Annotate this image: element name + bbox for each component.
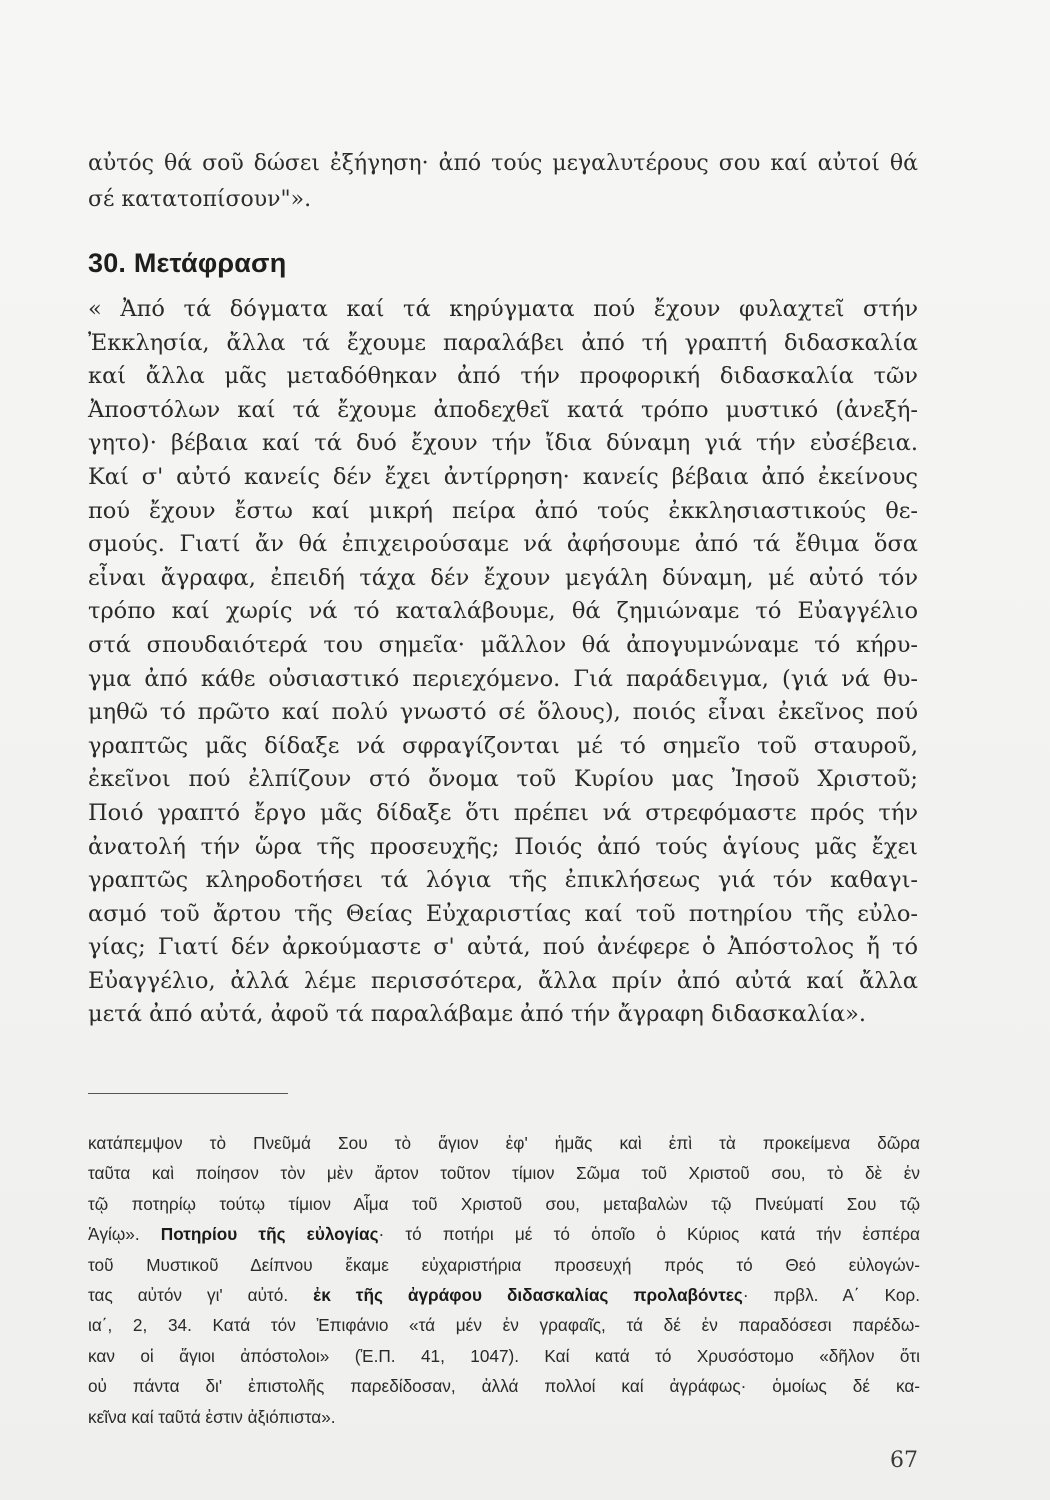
footnote-text: τῷ ποτηρίῳ τούτῳ τίμιον Αἷμα τοῦ Χριστοῦ σου, μεταβαλὼν τῷ Πνεύματί Σου τῷ [88, 1193, 920, 1214]
body-line: γητο)· βέβαια καί τά δυό ἔχουν τήν ἴδια δύναμη γιά τήν εὐσέβεια. [88, 430, 918, 457]
body-line: εἶναι ἄγραφα, ἐπειδή τάχα δέν ἔχουν μεγάλη δύναμη, μέ αὐτό τόν [88, 564, 918, 591]
body-line: Ἐκκλησία, ἄλλα τά ἔχουμε παραλάβει ἀπό τή γραπτή διδασκαλία [88, 329, 918, 356]
footnote-line [88, 1402, 920, 1432]
footnote-term: ἐκ τῆς ἀγράφου διδασκαλίας προλαβόντες [313, 1284, 743, 1305]
body-line: « Ἀπό τά δόγματα καί τά κηρύγματα πού ἔχουν φυλαχτεῖ στήν [88, 296, 918, 322]
footnote-line [88, 1250, 920, 1280]
body-line: γίας; Γιατί δέν ἀρκούμαστε σ' αὐτά, πού ἀνέφερε ὁ Ἀπόστολος ἤ τό [88, 934, 918, 961]
body-line: ἀνατολή τήν ὥρα τῆς προσευχῆς; Ποιός ἀπό τούς ἁγίους μᾶς ἔχει [88, 833, 918, 860]
body-line: γραπτῶς μᾶς δίδαξε νά σφραγίζονται μέ τό σημεῖο τοῦ σταυροῦ, [88, 732, 918, 759]
body-line: σμούς. Γιατί ἄν θά ἐπιχειρούσαμε νά ἀφήσουμε ἀπό τά ἔθιμα ὅσα [88, 531, 918, 558]
body-line: Ἀποστόλων καί τά ἔχουμε ἀποδεχθεῖ κατά τρόπο μυστικό (ἀνεξή- [88, 396, 918, 423]
body-line: μηθῶ τό πρῶτο καί πολύ γνωστό σέ ὅλους), ποιός εἶναι ἐκεῖνος πού [88, 699, 918, 726]
body-line: μετά ἀπό αὐτά, ἀφοῦ τά παραλάβαμε ἀπό τήν ἄγραφη διδασκαλία». [88, 1001, 866, 1028]
footnote-line [88, 1280, 920, 1310]
footnotes [88, 1128, 920, 1432]
body-line: γραπτῶς κληροδοτήσει τά λόγια τῆς ἐπικλήσεως γιά τόν καθαγι- [88, 867, 918, 894]
footnote-text: τας αὐτόν γι' αὐτό. [88, 1284, 314, 1305]
footnote-divider [88, 1093, 288, 1094]
body-line: στά σπουδαιότερά του σημεῖα· μᾶλλον θά ἀπογυμνώναμε τό κήρυ- [88, 631, 918, 658]
footnote-text: ια΄, 2, 34. Κατά τόν Ἐπιφάνιο «τά μέν ἐν γραφαῖς, τά δέ ἐν παραδόσεσι παρέδω- [88, 1315, 920, 1336]
translation-text [88, 293, 918, 1032]
body-line: καί ἄλλα μᾶς μεταδόθηκαν ἀπό τήν προφορική διδασκαλία τῶν [88, 363, 918, 390]
body-line: πού ἔχουν ἔστω καί μικρή πείρα ἀπό τούς ἐκκλησιαστικούς θε- [88, 497, 918, 524]
footnote-text: Ἁγίῳ». [88, 1224, 161, 1245]
footnote-line [88, 1189, 920, 1219]
body-line: Ποιό γραπτό ἔργο μᾶς δίδαξε ὅτι πρέπει νά στρεφόμαστε πρός τήν [88, 799, 918, 826]
footnote-text: κεῖνα καί ταῦτά ἐστιν ἀξιόπιστα». [88, 1406, 336, 1427]
footnote-text: κατάπεμψον τὸ Πνεῦμά Σου τὸ ἅγιον ἐφ' ἡμᾶς καὶ ἐπὶ τὰ προκείμενα δῶρα [88, 1133, 920, 1153]
body-line: γμα ἀπό κάθε οὐσιαστικό περιεχόμενο. Γιά παράδειγμα, (γιά νά θυ- [88, 665, 918, 692]
footnote-text: τοῦ Μυστικοῦ Δείπνου ἔκαμε εὐχαριστήρια προσευχή πρός τό Θεό εὐλογών- [88, 1254, 920, 1275]
footnote-term: Ποτηρίου τῆς εὐλογίας [160, 1224, 379, 1245]
footnote-line [88, 1219, 920, 1249]
body-line: ἐκεῖνοι πού ἐλπίζουν στό ὄνομα τοῦ Κυρίου μας Ἰησοῦ Χριστοῦ; [88, 766, 918, 793]
footnote-text: καν οἱ ἅγιοι ἀπόστολοι» (Ἐ.Π. 41, 1047). Καί κατά τό Χρυσόστομο «δῆλον ὅτι [88, 1345, 920, 1366]
page-number: 67 [890, 1448, 918, 1473]
body-line: Εὐαγγέλιο, ἀλλά λέμε περισσότερα, ἄλλα πρίν ἀπό αὐτά καί ἄλλα [88, 967, 918, 994]
footnote-text: ταῦτα καὶ ποίησον τὸν μὲν ἄρτον τοῦτον τίμιον Σῶμα τοῦ Χριστοῦ σου, τὸ δὲ ἐν [88, 1163, 920, 1184]
footnote-text: · πρβλ. Α΄ Κορ. [742, 1284, 920, 1305]
footnote-line [88, 1128, 920, 1158]
body-line: Καί σ' αὐτό κανείς δέν ἔχει ἀντίρρηση· κανείς βέβαια ἀπό ἐκείνους [88, 463, 918, 490]
body-line: ασμό τοῦ ἄρτου τῆς Θείας Εὐχαριστίας καί τοῦ ποτηρίου τῆς εὐλο- [88, 900, 918, 927]
body-line: τρόπο καί χωρίς νά τό καταλάβουμε, θά ζημιώναμε τό Εὐαγγέλιο [88, 598, 918, 625]
footnote-line [88, 1371, 920, 1401]
section-heading: 30. Μετάφραση [88, 248, 287, 278]
footnote-line [88, 1341, 920, 1371]
footnote-line [88, 1310, 920, 1340]
footnote-line [88, 1158, 920, 1188]
intro-paragraph: αὐτός θά σοῦ δώσει ἐξήγηση· ἀπό τούς μεγαλυτέρους σου καί αὐτοί θά σέ κατατοπίσουν"». [88, 151, 918, 212]
footnote-text: οὐ πάντα δι' ἐπιστολῆς παρεδίδοσαν, ἀλλά πολλοί καί ἀγράφως· ὁμοίως δέ κα- [88, 1376, 920, 1397]
footnote-text: · τό ποτήρι μέ τό ὁποῖο ὁ Κύριος κατά τήν ἑσπέρα [378, 1224, 920, 1245]
